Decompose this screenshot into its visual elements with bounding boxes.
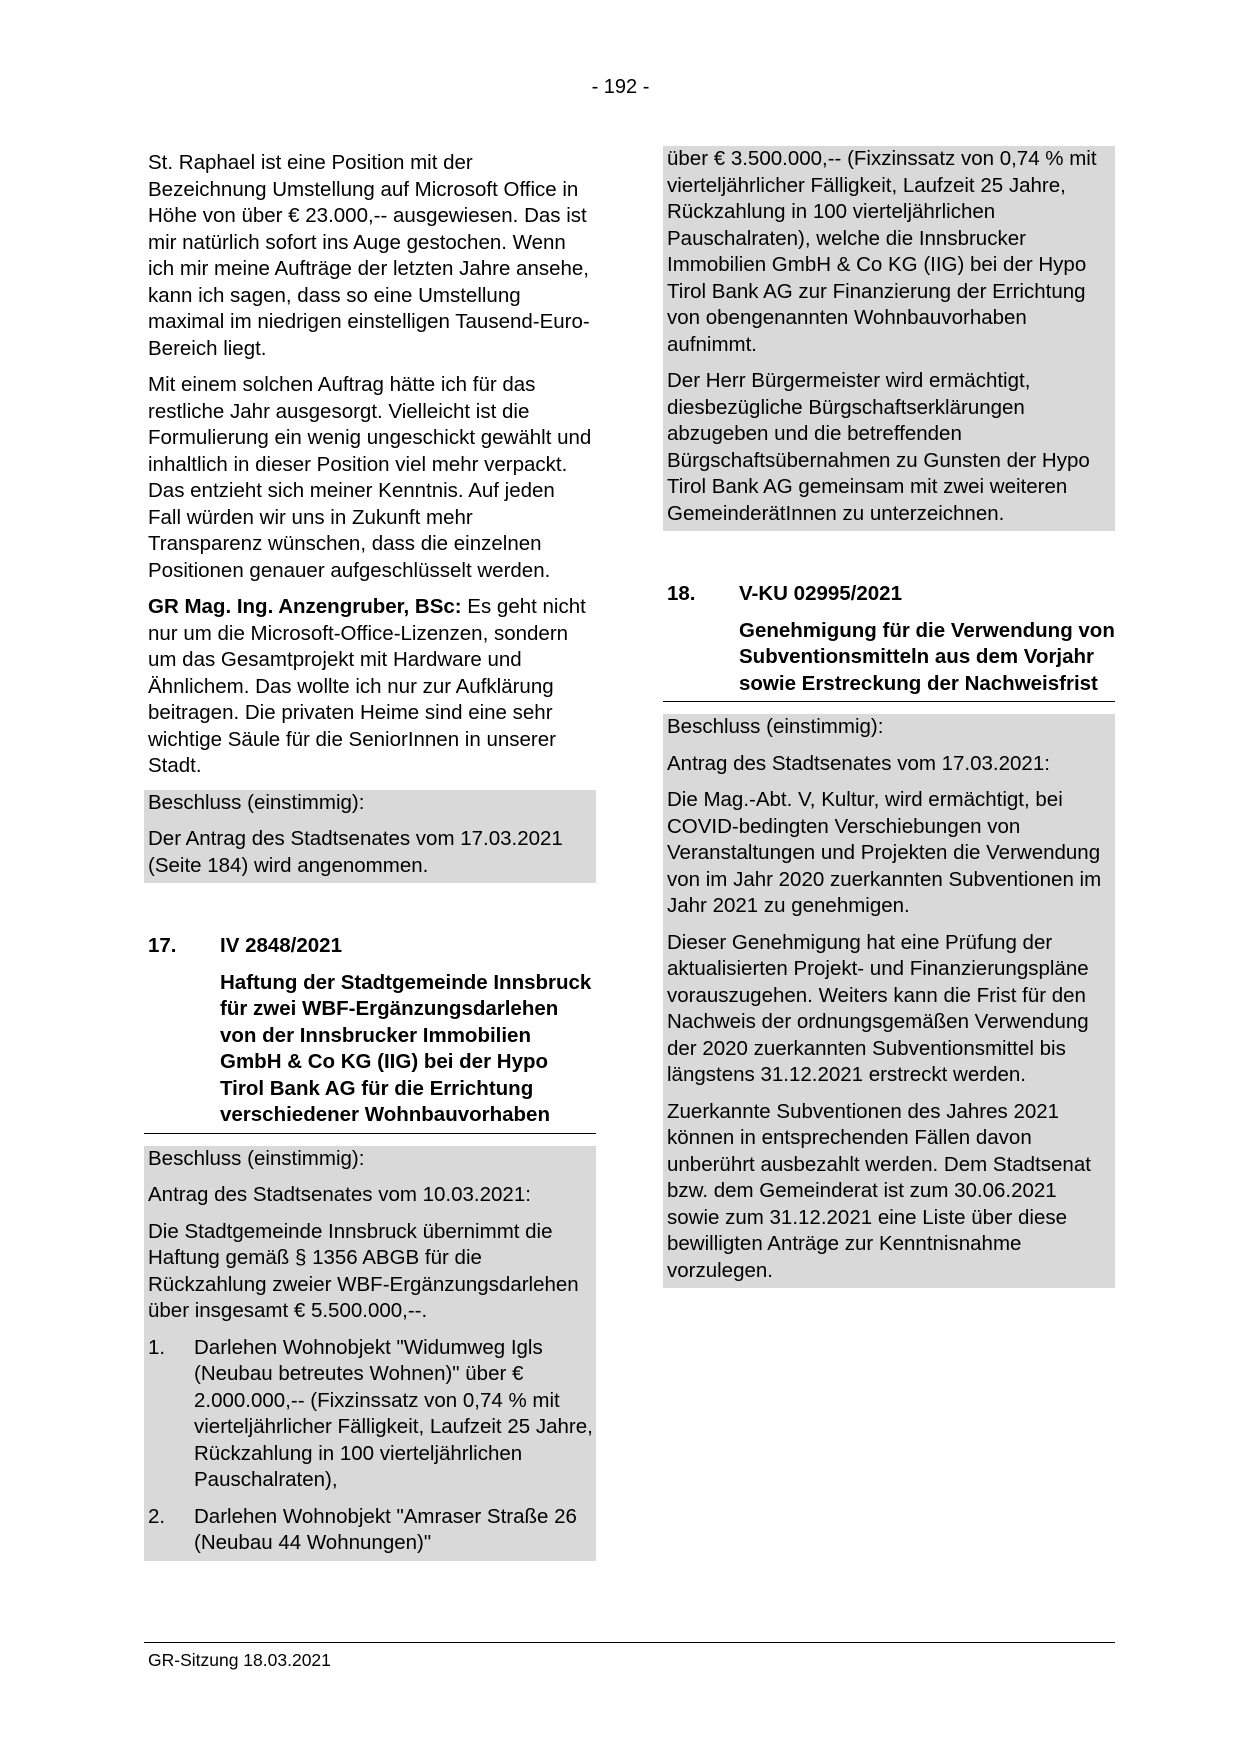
agenda-number: 17. [148,934,177,957]
list-text: Darlehen Wohnobjekt "Widumweg Igls (Neubau betreutes Wohnen)" über € 2.000.000,-- (Fixzinssatz von 0,74 % mit vierteljährlicher Fälligkeit, Laufzeit 25 Jahre, Rückzahlung in 100 vierteljährlichen Pauschalraten), [194,1335,593,1491]
resolution-text: Der Herr Bürgermeister wird ermächtigt, diesbezügliche Bürgschaftserklärungen abzugeben und die betreffenden Bürgschaftsübernahmen zu Gunsten der Hypo Tirol Bank AG gemeinsam mit zwei weiteren GemeinderätInnen zu unterzeichnen. [667,369,1090,525]
list-text: Darlehen Wohnobjekt "Amraser Straße 26 (Neubau 44 Wohnungen)" [194,1504,577,1554]
speaker-name: GR Mag. Ing. Anzengruber, BSc: [148,595,462,618]
agenda-code: V-KU 02995/2021 [739,582,902,605]
list-item [144,1335,596,1494]
resolution-box [144,790,596,884]
resolution-label: Beschluss (einstimmig): [148,1146,365,1170]
agenda-code: IV 2848/2021 [220,934,342,957]
paragraph: St. Raphael ist eine Position mit der Bezeichnung Umstellung auf Microsoft Office in Höhe von über € 23.000,-- ausgewiesen. Das ist mir natürlich sofort ins Auge gestochen. Wenn ich mir meine Aufträge der letzten Jahre ansehe, kann ich sagen, dass so eine Umstellung maximal im niedrigen einstelligen Tausend-Euro-Bereich liegt. [148,151,590,360]
page-number: - 192 - [591,76,650,98]
resolution-box [144,1146,596,1561]
agenda-title: Haftung der Stadtgemeinde Innsbruck für zwei WBF-Ergänzungsdarlehen von der Innsbrucker Immobilien GmbH & Co KG (IIG) bei der Hypo Tirol Bank AG für die Errichtung verschiedener Wohnbauvorhaben [144,970,596,1134]
speaker-text: Es geht nicht nur um die Microsoft-Office-Lizenzen, sondern um das Gesamtprojekt mit Hardware und Ähnlichem. Das wollte ich nur zur Aufklärung beitragen. Die privaten Heime sind eine sehr wichtige Säule für die SeniorInnen in unserer Stadt. [148,595,586,777]
agenda-title: Genehmigung für die Verwendung von Subventionsmitteln aus dem Vorjahr sowie Erstreckung der Nachweisfrist [663,618,1115,703]
footer-text: GR-Sitzung 18.03.2021 [148,1650,331,1670]
motion-label: Antrag des Stadtsenates vom 10.03.2021: [148,1183,531,1206]
resolution-label: Beschluss (einstimmig): [148,790,365,814]
agenda-item-18-header [663,581,1115,608]
resolution-box [663,714,1115,1288]
resolution-text: Die Stadtgemeinde Innsbruck übernimmt die Haftung gemäß § 1356 ABGB für die Rückzahlung zweier WBF-Ergänzungsdarlehen über insgesamt € 5.500.000,--. [148,1219,579,1322]
left-column [144,150,596,1561]
speaker-paragraph [144,594,596,780]
right-column [663,146,1115,1288]
paragraph: Mit einem solchen Auftrag hätte ich für das restliche Jahr ausgesorgt. Vielleicht ist die Formulierung ein wenig ungeschickt gewählt und inhaltlich in dieser Position viel mehr verpackt. Das entzieht sich meiner Kenntnis. Auf jeden Fall würden wir uns in Zukunft mehr Transparenz wünschen, dass die einzelnen Positionen genauer aufgeschlüsselt werden. [148,373,592,582]
footer-divider [144,1642,1115,1643]
resolution-text: Dieser Genehmigung hat eine Prüfung der aktualisierten Projekt- und Finanzierungspläne vorauszugehen. Weiters kann die Frist für den Nachweis der ordnungsgemäßen Verwendung der 2020 zuerkannten Subventionsmittel bis längstens 31.12.2021 erstreckt werden. [667,930,1089,1086]
list-item [144,1504,596,1561]
agenda-number: 18. [667,582,696,605]
list-number: 2. [148,1504,166,1528]
list-continuation: über € 3.500.000,-- (Fixzinssatz von 0,74 % mit vierteljährlicher Fälligkeit, Laufzeit 25 Jahre, Rückzahlung in 100 vierteljährlichen Pauschalraten), welche die Innsbrucker Immobilien GmbH & Co KG (IIG) bei der Hypo Tirol Bank AG zur Finanzierung der Errichtung von obengenannten Wohnbauvorhaben aufnimmt. [667,147,1097,356]
list-number: 1. [148,1335,166,1359]
motion-label: Antrag des Stadtsenates vom 17.03.2021: [667,751,1050,775]
agenda-item-17-header [144,933,596,960]
resolution-text: Der Antrag des Stadtsenates vom 17.03.2021 (Seite 184) wird angenommen. [148,827,563,877]
resolution-label: Beschluss (einstimmig): [667,715,884,738]
resolution-box [663,146,1115,531]
resolution-text: Zuerkannte Subventionen des Jahres 2021 können in entsprechenden Fällen davon unberührt ausbezahlt werden. Dem Stadtsenat bzw. dem Gemeinderat ist zum 30.06.2021 sowie zum 31.12.2021 eine Liste über diese bewilligten Anträge zur Kenntnisnahme vorzulegen. [667,1099,1091,1282]
resolution-text: Die Mag.-Abt. V, Kultur, wird ermächtigt, bei COVID-bedingten Verschiebungen von Veranstaltungen und Projekten die Verwendung von im Jahr 2020 zuerkannten Subventionen im Jahr 2021 zu genehmigen. [667,788,1102,917]
